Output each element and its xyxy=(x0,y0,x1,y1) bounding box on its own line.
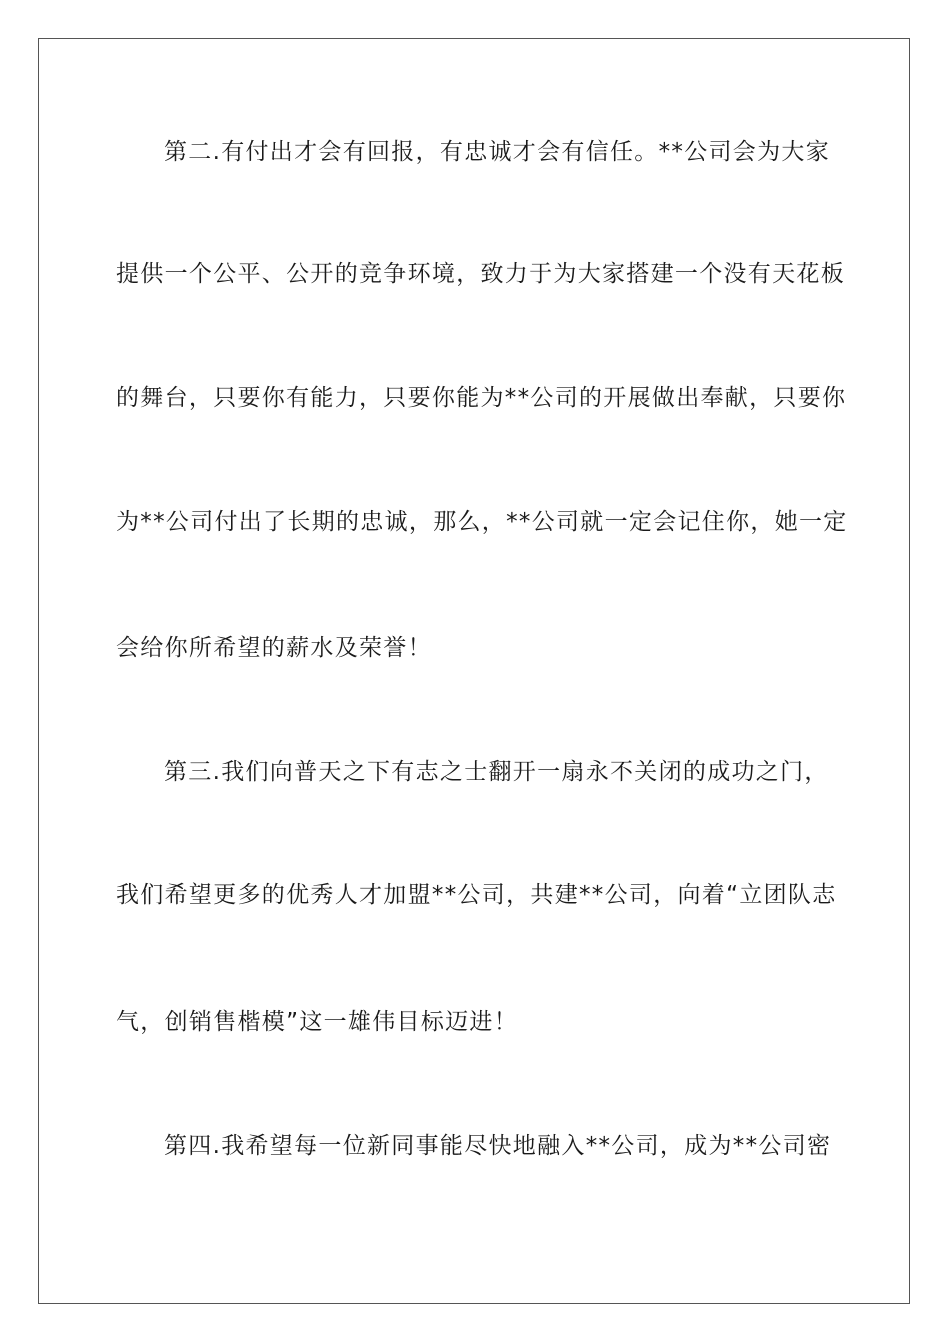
paragraph-2-line-1: 第二.有付出才会有回报，有忠诚才会有信任。**公司会为大家 xyxy=(164,139,831,165)
page-frame xyxy=(38,38,910,1304)
paragraph-2-line-3: 的舞台，只要你有能力，只要你能为**公司的开展做出奉献，只要你 xyxy=(116,385,847,411)
paragraph-2-line-5: 会给你所希望的薪水及荣誉！ xyxy=(116,635,432,661)
paragraph-3-line-2: 我们希望更多的优秀人才加盟**公司，共建**公司，向着“立团队志 xyxy=(116,882,837,908)
paragraph-3-line-1: 第三.我们向普天之下有志之士翻开一扇永不关闭的成功之门， xyxy=(164,759,829,785)
paragraph-3-line-3: 气，创销售楷模”这一雄伟目标迈进！ xyxy=(116,1009,519,1035)
paragraph-2-line-4: 为**公司付出了长期的忠诚，那么，**公司就一定会记住你，她一定 xyxy=(116,509,848,535)
paragraph-2-line-2: 提供一个公平、公开的竞争环境，致力于为大家搭建一个没有天花板 xyxy=(116,261,845,287)
paragraph-4-line-1: 第四.我希望每一位新同事能尽快地融入**公司，成为**公司密 xyxy=(164,1133,832,1159)
